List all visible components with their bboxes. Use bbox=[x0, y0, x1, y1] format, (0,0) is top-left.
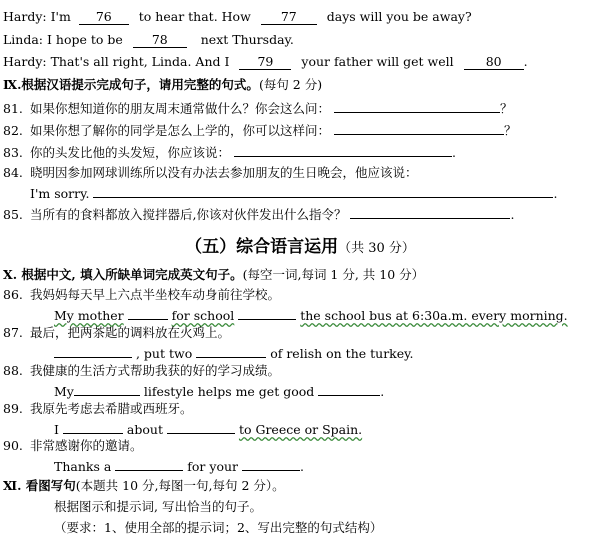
answer-blank[interactable] bbox=[318, 381, 380, 396]
dialogue-line-1 bbox=[3, 8, 472, 25]
question-number: 86. bbox=[3, 287, 23, 302]
instruction-text: 根据图示和提示词, 写出恰当的句子。 bbox=[54, 499, 262, 514]
section-11-requirement bbox=[54, 519, 382, 536]
section-10-score: (每空一词,每词 1 分, 共 10 分） bbox=[242, 267, 425, 282]
answer-blank[interactable] bbox=[128, 305, 168, 320]
question-number: 85. bbox=[3, 207, 23, 222]
blank-76[interactable]: 76 bbox=[79, 10, 129, 25]
question-chinese: 我妈妈每天早上六点半坐校车动身前往学校。 bbox=[30, 287, 281, 302]
part-5-title bbox=[0, 232, 600, 257]
sentence-part: for your bbox=[187, 459, 238, 474]
question-end: . bbox=[452, 145, 456, 160]
question-89-english bbox=[54, 419, 362, 438]
dialogue-line-2 bbox=[3, 31, 294, 48]
sentence-part: the school bus at 6:30a.m. every morning. bbox=[300, 308, 568, 323]
section-11-heading bbox=[3, 477, 285, 494]
answer-blank[interactable] bbox=[242, 456, 300, 471]
blank-78[interactable]: 78 bbox=[133, 33, 187, 48]
section-10-heading bbox=[3, 266, 424, 283]
answer-blank[interactable] bbox=[234, 142, 452, 157]
question-text: 你的头发比他的头发短，你应该说： bbox=[30, 145, 231, 160]
section-9-heading bbox=[3, 76, 322, 93]
question-83 bbox=[3, 142, 456, 161]
question-number: 81. bbox=[3, 101, 23, 116]
question-text: 当所有的食料都放入搅拌器后,你该对伙伴发出什么指令？ bbox=[30, 207, 347, 222]
part-title-score: （共 30 分） bbox=[338, 241, 415, 256]
question-number: 83. bbox=[3, 145, 23, 160]
sentence-part: My bbox=[54, 384, 74, 399]
dialogue-line-3 bbox=[3, 53, 528, 70]
section-11-title: Ⅺ. 看图写句 bbox=[3, 478, 76, 493]
question-end: . bbox=[553, 186, 558, 201]
section-9-score: (每句 2 分) bbox=[258, 77, 323, 92]
blank-80[interactable]: 80 bbox=[464, 55, 524, 70]
answer-blank[interactable] bbox=[334, 120, 504, 135]
sentence-part: of relish on the turkey. bbox=[270, 346, 414, 361]
dialogue-text: to hear that. How bbox=[138, 9, 251, 24]
question-88-english bbox=[54, 381, 384, 400]
question-86 bbox=[3, 286, 280, 303]
question-chinese: 非常感谢你的邀请。 bbox=[30, 438, 143, 453]
sentence-part: to Greece or Spain. bbox=[238, 422, 363, 437]
section-11-instruction bbox=[54, 498, 262, 515]
section-11-score: (本题共 10 分,每图一句,每句 2 分）。 bbox=[75, 478, 285, 493]
answer-blank[interactable] bbox=[167, 419, 235, 434]
question-number: 88. bbox=[3, 363, 23, 378]
part-title-text: （五）综合语言运用 bbox=[185, 237, 339, 257]
question-85 bbox=[3, 204, 514, 223]
question-90-english bbox=[54, 456, 304, 475]
sentence-part: Thanks a bbox=[54, 459, 112, 474]
question-84 bbox=[3, 164, 418, 181]
question-81 bbox=[3, 98, 513, 117]
section-9-title: Ⅸ.根据汉语提示完成句子，请用完整的句式。 bbox=[3, 77, 259, 92]
question-82 bbox=[3, 120, 517, 139]
dialogue-text: Hardy: That's all right, Linda. And I bbox=[3, 54, 230, 69]
answer-blank[interactable] bbox=[93, 183, 553, 198]
sentence-part: , put two bbox=[135, 346, 193, 361]
blank-79[interactable]: 79 bbox=[239, 55, 291, 70]
dialogue-text: Linda: I hope to be bbox=[3, 32, 123, 47]
question-chinese: 最后，把两茶匙的调料放在火鸡上。 bbox=[30, 325, 231, 340]
question-text: 如果你想了解你的同学是怎么上学的，你可以这样问： bbox=[30, 123, 331, 138]
question-number: 90. bbox=[3, 438, 23, 453]
answer-blank[interactable] bbox=[54, 343, 132, 358]
question-end: ？ bbox=[504, 123, 517, 138]
question-number: 89. bbox=[3, 401, 23, 416]
blank-77[interactable]: 77 bbox=[261, 10, 317, 25]
question-87 bbox=[3, 324, 230, 341]
dialogue-text: next Thursday. bbox=[200, 32, 294, 47]
question-number: 87. bbox=[3, 325, 23, 340]
sentence-end: . bbox=[299, 459, 304, 474]
sentence-end: . bbox=[380, 384, 385, 399]
question-87-english bbox=[54, 343, 414, 362]
question-89 bbox=[3, 400, 193, 417]
requirement-text: （要求：1、使用全部的提示词；2、写出完整的句式结构） bbox=[54, 520, 383, 535]
answer-blank[interactable] bbox=[115, 456, 183, 471]
sentence-part: lifestyle helps me get good bbox=[143, 384, 315, 399]
answer-blank[interactable] bbox=[334, 98, 500, 113]
sentence-part: for school bbox=[171, 308, 235, 323]
question-84-answer bbox=[30, 183, 557, 202]
answer-blank[interactable] bbox=[63, 419, 123, 434]
sentence-part: about bbox=[126, 422, 163, 437]
question-text: 如果你想知道你的朋友周末通常做什么？你会这么问： bbox=[30, 101, 331, 116]
question-prompt: I'm sorry. bbox=[30, 186, 90, 201]
answer-blank[interactable] bbox=[196, 343, 266, 358]
question-end: ？ bbox=[500, 101, 513, 116]
question-number: 82. bbox=[3, 123, 23, 138]
question-end: . bbox=[510, 207, 515, 222]
question-90 bbox=[3, 437, 143, 454]
sentence-part: I bbox=[54, 422, 59, 437]
dialogue-text: Hardy: I'm bbox=[3, 9, 71, 24]
question-chinese: 我健康的生活方式帮助我获的好的学习成绩。 bbox=[30, 363, 281, 378]
question-88 bbox=[3, 362, 280, 379]
dialogue-end: . bbox=[523, 54, 528, 69]
answer-blank[interactable] bbox=[238, 305, 296, 320]
question-chinese: 我原先考虑去希腊或西班牙。 bbox=[30, 401, 193, 416]
answer-blank[interactable] bbox=[350, 204, 510, 219]
dialogue-text: your father will get well bbox=[301, 54, 454, 69]
question-number: 84. bbox=[3, 165, 23, 180]
answer-blank[interactable] bbox=[74, 381, 140, 396]
question-text: 晓明因参加网球训练所以没有办法去参加朋友的生日晚会，他应该说： bbox=[30, 165, 418, 180]
section-10-title: Ⅹ. 根据中文, 填入所缺单词完成英文句子。 bbox=[3, 267, 243, 282]
dialogue-text: days will you be away? bbox=[326, 9, 472, 24]
sentence-part: My mother bbox=[54, 308, 124, 323]
question-86-english bbox=[54, 305, 568, 324]
